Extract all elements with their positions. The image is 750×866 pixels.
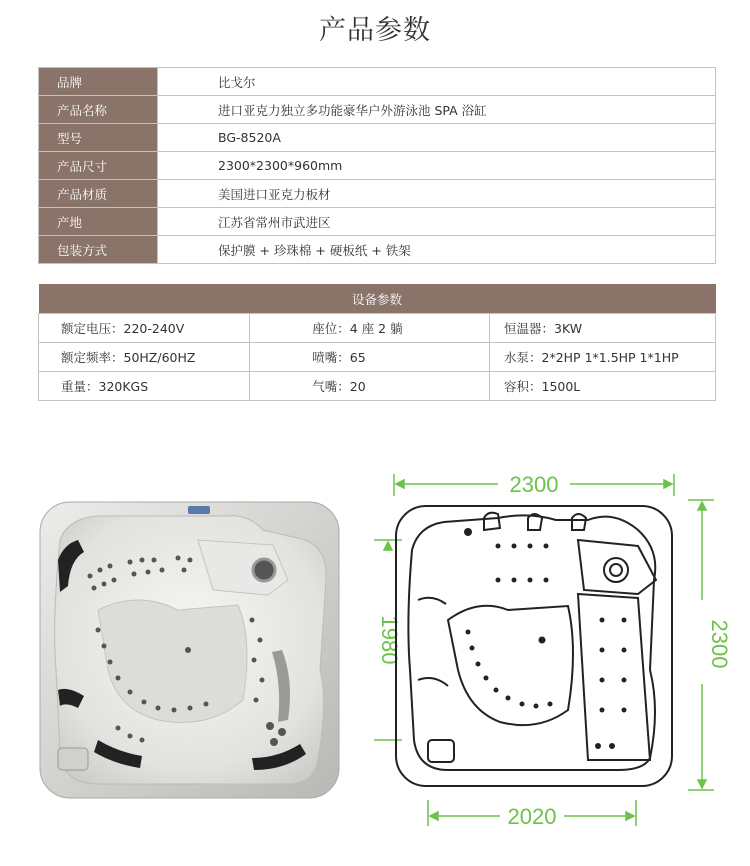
product-row [39,68,716,96]
product-row [39,180,716,208]
product-key: 产品尺寸 [39,152,158,180]
product-table [38,67,716,264]
page-title: 产品参数 [319,15,431,46]
product-key: 产品材质 [39,180,158,208]
device-cell: 额定频率：50HZ/60HZ [39,343,250,372]
product-value: 美国进口亚克力板材 [158,180,716,208]
device-cell: 喷嘴：65 [250,343,490,372]
device-cell-text: 恒温器：3KW [504,321,583,336]
product-value: 江苏省常州市武进区 [158,208,716,236]
device-cell: 座位：4 座 2 躺 [250,314,490,343]
device-cell: 额定电压：220-240V [39,314,250,343]
dim-top-label: 2300 [509,472,559,497]
device-table [38,284,716,401]
product-key: 型号 [39,124,158,152]
device-cell: 重量：320KGS [39,372,250,401]
device-cell: 气嘴：20 [250,372,490,401]
device-row [39,314,716,343]
product-key: 产地 [39,208,158,236]
device-header: 设备参数 [39,284,716,314]
device-cell [490,314,716,343]
product-row [39,208,716,236]
spa-outline [396,506,672,786]
dimension-lines [374,474,714,826]
product-row [39,152,716,180]
product-row [39,124,716,152]
product-key: 产品名称 [39,96,158,124]
dim-left-label: 1980 [377,615,402,665]
device-cell [490,343,716,372]
device-cell-text: 水泵：2*2HP 1*1.5HP 1*1HP [504,350,679,365]
product-row [39,96,716,124]
product-value: 2300*2300*960mm [158,152,716,180]
product-row [39,236,716,264]
dimension-diagram [377,470,732,830]
product-value: 进口亚克力独立多功能豪华户外游泳池 SPA 浴缸 [158,96,716,124]
product-key: 品牌 [39,68,158,96]
device-row [39,372,716,401]
dim-bottom-label: 2020 [507,804,557,829]
product-value: 保护膜 + 珍珠棉 + 硬板纸 + 铁架 [158,236,716,264]
product-value: 比戈尔 [158,68,716,96]
dim-right-label: 2300 [707,619,732,669]
product-key: 包装方式 [39,236,158,264]
device-cell-text: 容积：1500L [504,379,581,394]
spa-photo [38,500,341,800]
device-cell [490,372,716,401]
product-value: BG-8520A [158,124,716,152]
device-row [39,343,716,372]
